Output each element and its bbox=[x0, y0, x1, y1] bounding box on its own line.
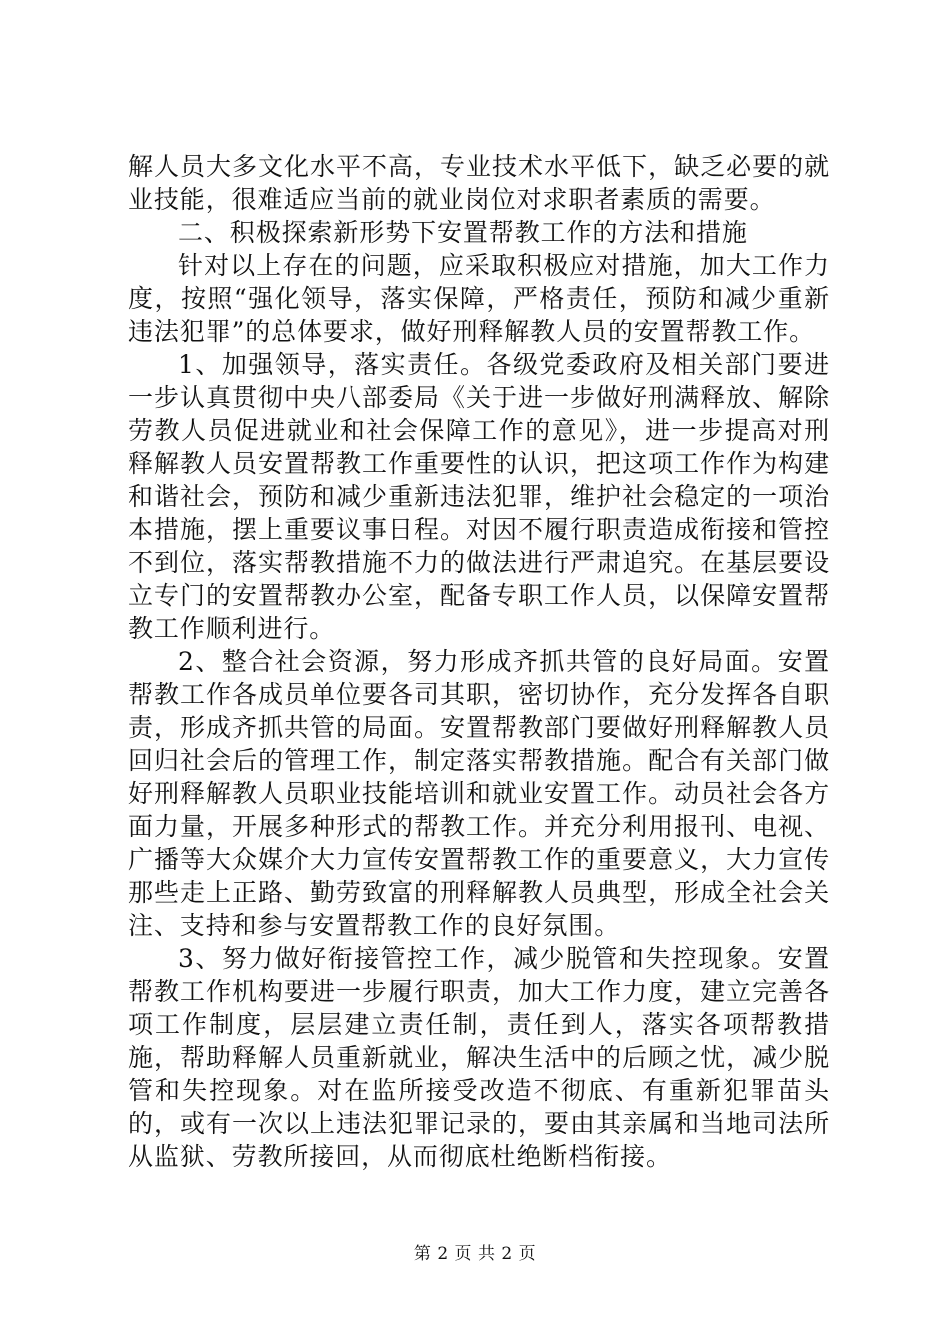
paragraph-intro: 针对以上存在的问题，应采取积极应对措施，加大工作力度，按照“强化领导，落实保障，严格责任，预防和减少重新违法犯罪”的总体要求，做好刑释解教人员的安置帮教工作。 bbox=[128, 251, 830, 346]
paragraph-item-1: 1、加强领导，落实责任。各级党委政府及相关部门要进一步认真贯彻中央八部委局《关于进一步做好刑满释放、解除劳教人员促进就业和社会保障工作的意见》，进一步提高对刑释解教人员安置帮教工作重要性的认识，把这项工作作为构建和谐社会，预防和减少重新违法犯罪，维护社会稳定的一项治本措施，摆上重要议事日程。对因不履行职责造成衔接和管控不到位，落实帮教措施不力的做法进行严肃追究。在基层要设立专门的安置帮教办公室，配备专职工作人员，以保障安置帮教工作顺利进行。 bbox=[128, 350, 830, 643]
page-number-footer: 第 2 页 共 2 页 bbox=[413, 1244, 537, 1264]
document-body bbox=[128, 150, 830, 1173]
paragraph-continuation: 解人员大多文化水平不高，专业技术水平低下，缺乏必要的就业技能，很难适应当前的就业岗位对求职者素质的需要。 bbox=[128, 152, 830, 214]
paragraph-item-2: 2、整合社会资源，努力形成齐抓共管的良好局面。安置帮教工作各成员单位要各司其职，密切协作，充分发挥各自职责，形成齐抓共管的局面。安置帮教部门要做好刑释解教人员回归社会后的管理工作，制定落实帮教措施。配合有关部门做好刑释解教人员职业技能培训和就业安置工作。动员社会各方面力量，开展多种形式的帮教工作。并充分利用报刊、电视、广播等大众媒介大力宣传安置帮教工作的重要意义，大力宣传那些走上正路、勤劳致富的刑释解教人员典型，形成全社会关注、支持和参与安置帮教工作的良好氛围。 bbox=[128, 647, 830, 940]
section-heading: 二、积极探索新形势下安置帮教工作的方法和措施 bbox=[178, 218, 748, 247]
paragraph-item-3: 3、努力做好衔接管控工作，减少脱管和失控现象。安置帮教工作机构要进一步履行职责，加大工作力度，建立完善各项工作制度，层层建立责任制，责任到人，落实各项帮教措施，帮助释解人员重新就业，解决生活中的后顾之忧，减少脱管和失控现象。对在监所接受改造不彻底、有重新犯罪苗头的，或有一次以上违法犯罪记录的，要由其亲属和当地司法所从监狱、劳教所接回，从而彻底杜绝断档衔接。 bbox=[128, 944, 830, 1171]
